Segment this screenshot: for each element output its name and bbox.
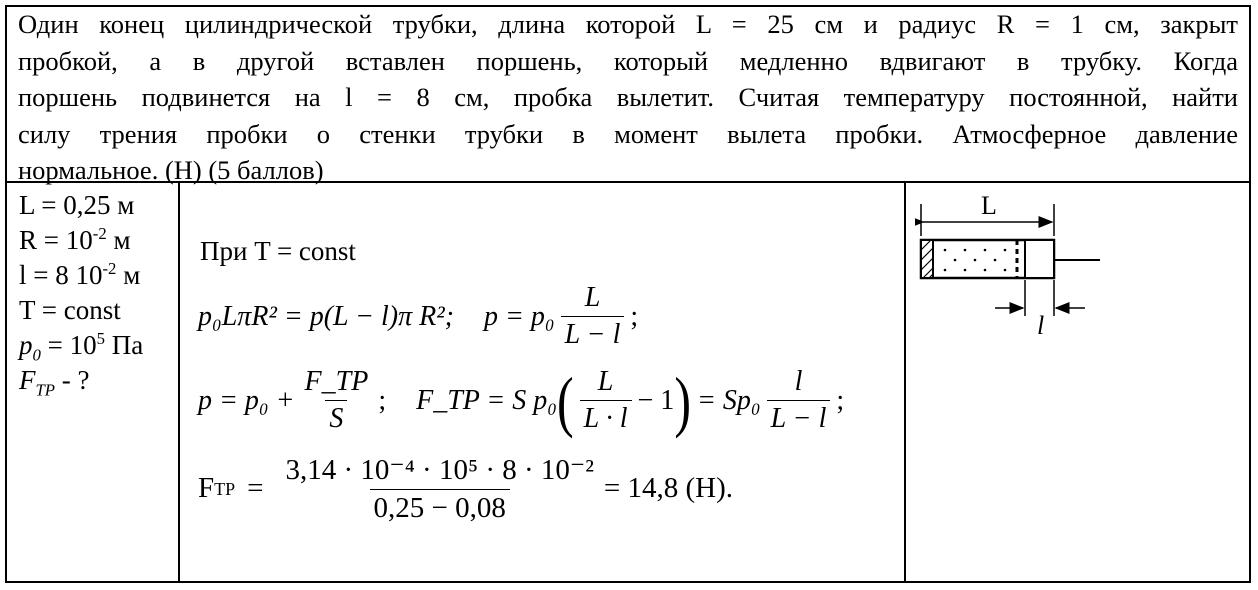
given-p0: $p_0 = 10^5$ Па [19,329,144,365]
problem-line-5: нормальное. (Н) (5 баллов) [18,155,324,185]
fraction-2: $\frac{F\_TP}{S}$ [304,366,369,434]
tube-diagram [915,188,1115,348]
diagram-divider [904,183,906,583]
given-block [19,188,143,398]
air-dots [944,249,1007,272]
problem-statement [18,6,1238,189]
equation-2: p = p₀ + $\frac{F\_TP}{S}$ ; F_TP = S p₀ ( $\frac{L}{L \cdot l}$ − 1 ) = Sp₀ $\frac{l}{L - l}$ ; [198,362,845,439]
given-R: $R = 10^{-2}$ м [19,224,131,255]
label-l: l [1037,311,1045,340]
problem-line-1: Один конец цилиндрической трубки, длина которой L = 25 см и радиус R = 1 см, закрыт [18,9,1238,39]
fraction-4: $\frac{l}{L - l}$ [767,366,831,435]
equation-3: F TP = $\frac{\text{3,14 · 10⁻⁴ · 10⁵ · 8 · 10⁻²}}{0,25 - 0,08}$ = 14,8 (Н). [198,454,734,524]
given-T: T = const [19,295,121,325]
equation-1: p₀LπR² = p(L − l)π R²; p = p₀ $\frac{L}{L - l}$ ; [198,282,639,350]
given-L: L = 0,25 м [19,190,135,220]
problem-line-2: пробкой, а в другой вставлен поршень, который медленно вдвигают в трубку. Когда [18,45,1238,76]
solution-intro: При T = const [200,236,356,266]
fraction-3: $\frac{L}{L \cdot l}$ [580,366,632,435]
given-l: l = 8 $10^{-2}$ м [19,259,141,290]
piston [1025,240,1054,278]
problem-line-4: силу трения пробки о стенки трубки в момент вылета пробки. Атмосферное давление [18,118,1238,149]
given-divider [178,183,180,583]
problem-line-3: поршень подвинется на l = 8 см, пробка вылетит. Считая температуру постоянной, найти [18,82,1238,112]
label-L: L [981,191,997,220]
given-unknown-force: $F_{TP}$ - ? [19,365,90,400]
fraction-1: $\frac{L}{L - l}$ [561,282,625,351]
fraction-5: $\frac{\text{3,14 · 10⁻⁴ · 10⁵ · 8 · 10⁻²}}{0,25 - 0,08}$ [285,454,594,524]
